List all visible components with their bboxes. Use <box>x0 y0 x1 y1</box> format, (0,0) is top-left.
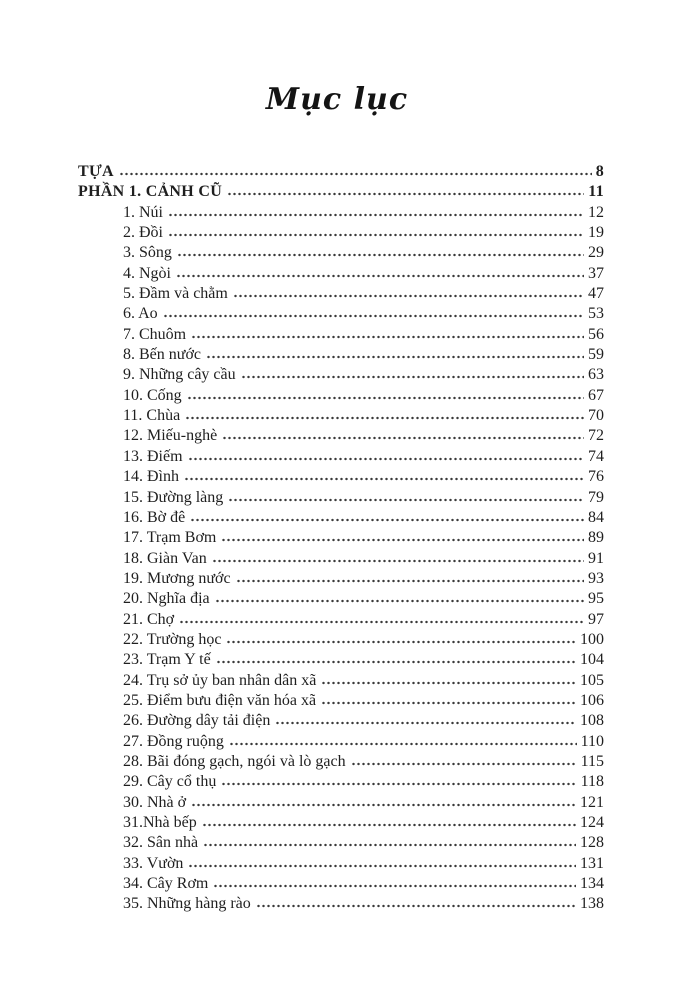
toc-leader-dots <box>221 782 576 786</box>
toc-entry <box>78 182 604 202</box>
toc-entry <box>78 447 604 467</box>
toc-entry <box>78 711 604 731</box>
toc-entry-label: 34. Cây Rơm <box>123 875 209 893</box>
toc-leader-dots <box>190 518 584 522</box>
toc-entry-page: 70 <box>588 407 604 425</box>
toc-leader-dots <box>212 559 584 563</box>
toc-entry <box>78 630 604 650</box>
toc-entry-label: 11. Chùa <box>123 407 181 425</box>
toc-entry-page: 19 <box>588 224 604 242</box>
toc-entry-page: 79 <box>588 488 604 506</box>
toc-entry-label: 3. Sông <box>123 244 172 262</box>
toc-entry <box>78 610 604 630</box>
toc-entry <box>78 325 604 345</box>
toc-leader-dots <box>168 213 584 217</box>
toc-entry-page: 134 <box>580 875 604 893</box>
toc-entry-page: 121 <box>580 793 604 811</box>
toc-leader-dots <box>185 416 584 420</box>
toc-entry-label: 5. Đầm và chằm <box>123 285 228 303</box>
toc-entry <box>78 365 604 385</box>
toc-entry-page: 104 <box>580 651 604 669</box>
toc-entry-page: 106 <box>580 691 604 709</box>
toc-entry <box>78 752 604 772</box>
toc-entry-page: 95 <box>588 590 604 608</box>
toc-entry <box>78 406 604 426</box>
toc-entry <box>78 732 604 752</box>
toc-entry-label: 17. Trạm Bơm <box>123 529 217 547</box>
toc-entry <box>78 671 604 691</box>
toc-entry-page: 47 <box>588 285 604 303</box>
toc-leader-dots <box>227 192 584 196</box>
toc-entry-label: 21. Chợ <box>123 610 175 628</box>
toc-entry <box>78 772 604 792</box>
toc-leader-dots <box>226 640 576 644</box>
toc-leader-dots <box>163 314 584 318</box>
toc-entry-label: 35. Những hàng rào <box>123 895 251 913</box>
toc-leader-dots <box>215 599 584 603</box>
toc-entry-page: 131 <box>580 854 604 872</box>
toc-entry-page: 118 <box>580 773 604 791</box>
toc-entry-label: 33. Vườn <box>123 854 184 872</box>
toc-entry-label: 12. Miếu-nghè <box>123 427 218 445</box>
toc-leader-dots <box>321 681 576 685</box>
toc-leader-dots <box>188 457 584 461</box>
toc-entry <box>78 386 604 406</box>
toc-entry-label: 31.Nhà bếp <box>123 814 197 831</box>
toc-entry-page: 63 <box>588 366 604 384</box>
toc-leader-dots <box>168 233 584 237</box>
toc-leader-dots <box>321 701 576 705</box>
toc-entry-page: 29 <box>588 244 604 262</box>
toc-entry-page: 115 <box>580 752 604 770</box>
toc-entry <box>78 426 604 446</box>
toc-leader-dots <box>176 274 584 278</box>
toc-entry-page: 138 <box>580 895 604 913</box>
toc-leader-dots <box>202 823 576 827</box>
page-title: Mục lục <box>265 82 409 117</box>
toc-entry-page: 37 <box>588 264 604 282</box>
toc-entry-page: 97 <box>588 610 604 628</box>
toc-entry-page: 105 <box>580 671 604 689</box>
toc-entry <box>78 203 604 223</box>
toc-leader-dots <box>221 538 584 542</box>
toc-entry-page: 59 <box>588 346 604 364</box>
toc-entry <box>78 569 604 589</box>
toc-entry <box>78 304 604 324</box>
toc-entry <box>78 589 604 609</box>
toc-leader-dots <box>203 843 576 847</box>
toc-entry <box>78 874 604 894</box>
toc-leader-dots <box>188 864 576 868</box>
toc-entry-label: 7. Chuôm <box>123 325 187 343</box>
toc-leader-dots <box>228 498 584 502</box>
toc-entry-label: 16. Bờ đê <box>123 508 186 526</box>
toc-leader-dots <box>222 436 584 440</box>
toc-entry-label: 6. Ao <box>123 305 158 323</box>
toc-entry <box>78 162 604 182</box>
toc-entry-label: 2. Đồi <box>123 224 163 242</box>
toc-entry <box>78 894 604 914</box>
toc-leader-dots <box>191 803 576 807</box>
toc-entry-page: 84 <box>588 508 604 526</box>
toc-entry-page: 110 <box>580 732 604 750</box>
toc-entry-page: 56 <box>588 325 604 343</box>
toc-entry-page: 72 <box>588 427 604 445</box>
toc-leader-dots <box>236 579 584 583</box>
toc-leader-dots <box>191 335 584 339</box>
toc-entry <box>78 549 604 569</box>
toc-entry-label: 20. Nghĩa địa <box>123 590 210 608</box>
toc-entry <box>78 223 604 243</box>
toc-entry <box>78 691 604 711</box>
toc-entry-page: 108 <box>580 712 604 730</box>
toc-entry-page: 53 <box>588 305 604 323</box>
toc-entry-label: 13. Điếm <box>123 447 183 465</box>
toc-entry-label: 28. Bãi đóng gạch, ngói và lò gạch <box>123 752 346 770</box>
toc-entry-label: 4. Ngòi <box>123 264 171 282</box>
toc-entry-page: 11 <box>588 183 604 201</box>
toc-entry-page: 76 <box>588 468 604 486</box>
toc-entry-label: 19. Mương nước <box>123 569 231 587</box>
toc-leader-dots <box>177 253 584 257</box>
toc-entry-label: 15. Đường làng <box>123 488 224 506</box>
toc-entry-page: 91 <box>588 549 604 567</box>
toc-leader-dots <box>119 172 592 176</box>
toc-entry-page: 67 <box>588 386 604 404</box>
toc-entry <box>78 467 604 487</box>
toc-entry-label: 1. Núi <box>123 203 163 221</box>
toc-entry-label: 27. Đồng ruộng <box>123 732 224 750</box>
toc-entry <box>78 488 604 508</box>
toc-entry <box>78 854 604 874</box>
toc-entry <box>78 345 604 365</box>
toc-entry-label: 10. Cống <box>123 386 182 404</box>
toc-entry <box>78 793 604 813</box>
toc-leader-dots <box>351 762 577 766</box>
toc-entry-page: 128 <box>580 834 604 852</box>
toc-leader-dots <box>179 620 584 624</box>
toc-entry-label: 8. Bến nước <box>123 346 202 364</box>
toc-entry-label: 25. Điểm bưu điện văn hóa xã <box>123 691 317 709</box>
toc-entry-label: 18. Giàn Van <box>123 549 207 567</box>
toc-leader-dots <box>233 294 584 298</box>
toc-entry <box>78 833 604 853</box>
toc-entry-label: 22. Trường học <box>123 630 222 648</box>
toc-entry-page: 93 <box>588 569 604 587</box>
toc-leader-dots <box>184 477 584 481</box>
toc-entry-page: 100 <box>580 630 604 648</box>
toc-entry <box>78 528 604 548</box>
toc-entry <box>78 813 604 833</box>
toc-entry-label: 32. Sân nhà <box>123 834 199 852</box>
toc-leader-dots <box>241 375 584 379</box>
toc-entry-label: 29. Cây cổ thụ <box>123 773 217 791</box>
toc-leader-dots <box>275 721 576 725</box>
toc-leader-dots <box>229 742 577 746</box>
toc-entry <box>78 243 604 263</box>
toc-entry-label: 26. Đường dây tải điện <box>123 712 271 730</box>
toc-entry-page: 12 <box>588 203 604 221</box>
toc-leader-dots <box>206 355 584 359</box>
toc-entry <box>78 650 604 670</box>
toc-entry-label: PHẦN 1. CẢNH CŨ <box>78 183 223 201</box>
toc-entry-label: 14. Đình <box>123 468 179 486</box>
toc-entry-label: 9. Những cây cầu <box>123 366 236 384</box>
toc-entry-page: 89 <box>588 529 604 547</box>
toc-entry-page: 8 <box>595 163 604 180</box>
toc-entry-label: 23. Trạm Y tế <box>123 651 211 669</box>
toc-leader-dots <box>187 396 584 400</box>
toc-entry-page: 124 <box>580 814 604 831</box>
toc-list <box>78 162 604 915</box>
toc-entry-page: 74 <box>588 447 604 465</box>
toc-leader-dots <box>216 660 576 664</box>
toc-entry <box>78 284 604 304</box>
toc-entry-label: 30. Nhà ở <box>123 793 187 811</box>
toc-entry-label: 24. Trụ sở ủy ban nhân dân xã <box>123 671 317 689</box>
toc-entry <box>78 264 604 284</box>
toc-leader-dots <box>213 884 576 888</box>
toc-entry-label: TỰA <box>78 163 114 180</box>
toc-leader-dots <box>256 904 576 908</box>
toc-entry <box>78 508 604 528</box>
